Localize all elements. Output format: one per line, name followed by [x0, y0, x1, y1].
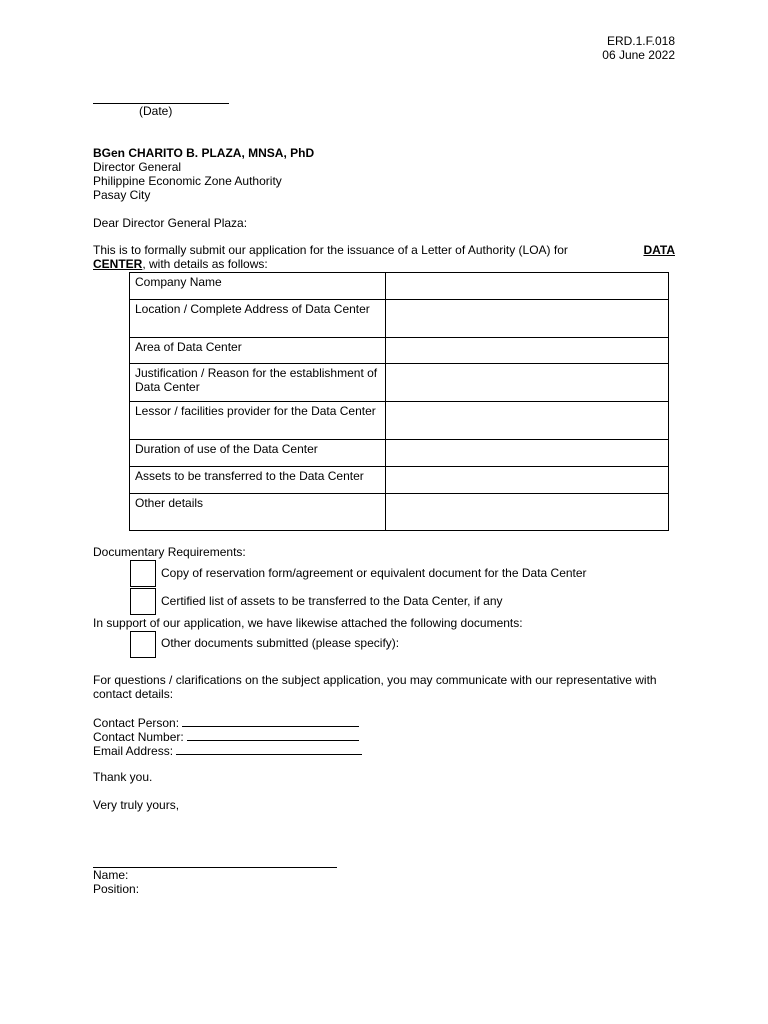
table-label-cell: Location / Complete Address of Data Center	[130, 300, 386, 338]
table-label-cell: Lessor / facilities provider for the Data Center	[130, 402, 386, 440]
contact-number-label: Contact Number:	[93, 730, 184, 744]
details-table	[129, 272, 669, 531]
checkbox-label: Copy of reservation form/agreement or equivalent document for the Data Center	[161, 566, 587, 580]
intro-text: This is to formally submit our application for the issuance of a Letter of Authority (LOA) for	[93, 243, 568, 257]
contact-number-field[interactable]	[187, 729, 359, 741]
contact-number-row	[93, 729, 359, 744]
table-input-cell[interactable]	[386, 338, 669, 364]
table-row	[130, 338, 669, 364]
table-row	[130, 402, 669, 440]
contact-person-field[interactable]	[182, 715, 359, 727]
intro-highlight-1: DATA	[643, 243, 675, 257]
intro-highlight-2: CENTER	[93, 257, 143, 271]
table-label-cell: Area of Data Center	[130, 338, 386, 364]
table-input-cell[interactable]	[386, 467, 669, 494]
table-input-cell[interactable]	[386, 300, 669, 338]
checkbox-label: Other documents submitted (please specify):	[161, 636, 400, 650]
addressee-agency: Philippine Economic Zone Authority	[93, 174, 282, 188]
questions-paragraph: For questions / clarifications on the subject application, you may communicate with our representative with contact details:	[93, 673, 657, 701]
table-row	[130, 467, 669, 494]
table-label-cell: Other details	[130, 494, 386, 531]
thanks-text: Thank you.	[93, 770, 153, 784]
email-address-field[interactable]	[176, 743, 362, 755]
intro-text-after: , with details as follows:	[142, 257, 268, 271]
checkbox-reservation-form[interactable]	[130, 560, 156, 587]
contact-person-row	[93, 715, 359, 730]
support-text: In support of our application, we have likewise attached the following documents:	[93, 616, 523, 630]
form-reference	[602, 34, 675, 62]
table-input-cell[interactable]	[386, 402, 669, 440]
contact-person-label: Contact Person:	[93, 716, 180, 730]
signature-position-label: Position:	[93, 882, 140, 896]
date-label: (Date)	[139, 104, 173, 118]
signature-line[interactable]	[93, 867, 337, 868]
table-row	[130, 273, 669, 300]
form-code: ERD.1.F.018	[606, 34, 675, 48]
table-row	[130, 440, 669, 467]
table-row	[130, 364, 669, 402]
checkbox-label: Certified list of assets to be transferred to the Data Center, if any	[161, 594, 503, 608]
closing-text: Very truly yours,	[93, 798, 180, 812]
addressee-title: Director General	[93, 160, 182, 174]
table-label-cell: Assets to be transferred to the Data Center	[130, 467, 386, 494]
form-date: 06 June 2022	[602, 48, 675, 62]
addressee-name: BGen CHARITO B. PLAZA, MNSA, PhD	[93, 146, 315, 160]
salutation: Dear Director General Plaza:	[93, 216, 248, 230]
addressee-city: Pasay City	[93, 188, 151, 202]
signature-name-label: Name:	[93, 868, 129, 882]
table-input-cell[interactable]	[386, 364, 669, 402]
email-address-label: Email Address:	[93, 744, 174, 758]
table-row	[130, 494, 669, 531]
checkbox-other-documents[interactable]	[130, 631, 156, 658]
table-label-cell: Company Name	[130, 273, 386, 300]
addressee-block	[93, 146, 314, 202]
table-input-cell[interactable]	[386, 273, 669, 300]
checkbox-assets-list[interactable]	[130, 588, 156, 615]
intro-paragraph	[93, 243, 675, 271]
table-label-cell: Duration of use of the Data Center	[130, 440, 386, 467]
table-input-cell[interactable]	[386, 494, 669, 531]
table-input-cell[interactable]	[386, 440, 669, 467]
email-address-row	[93, 743, 362, 758]
table-row	[130, 300, 669, 338]
requirements-heading: Documentary Requirements:	[93, 545, 246, 559]
table-label-cell: Justification / Reason for the establishment of Data Center	[130, 364, 386, 402]
